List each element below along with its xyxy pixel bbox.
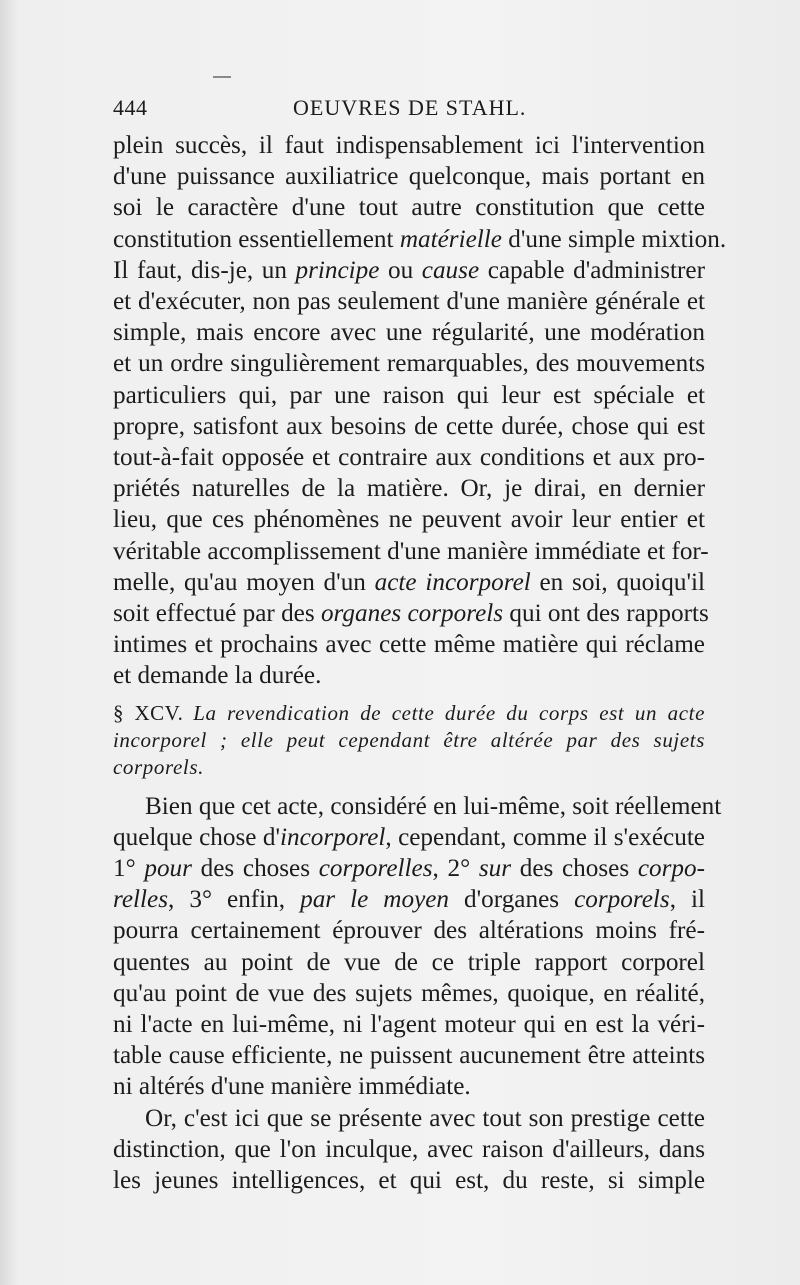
paragraph-2-line: pourra certainement éprouver des altérations moins fré- bbox=[113, 917, 705, 945]
section-title-line-3: corporels. bbox=[113, 754, 204, 779]
paragraph-3-line: les jeunes intelligences, et qui est, du reste, si simple bbox=[113, 1167, 705, 1195]
italic-phrase: sur bbox=[478, 855, 512, 883]
paragraph-1-line: melle, qu'au moyen d'un acte incorporel en soi, quoiqu'il bbox=[113, 568, 705, 596]
italic-phrase: corpo- bbox=[637, 855, 705, 883]
print-dash-mark bbox=[213, 76, 231, 78]
page-text-block bbox=[113, 92, 727, 1196]
section-heading bbox=[113, 700, 705, 781]
paragraph-3-line: Or, c'est ici que se présente avec tout son prestige cette bbox=[145, 1104, 705, 1132]
italic-phrase: principe bbox=[295, 256, 380, 284]
paragraph-1-line: et un ordre singulièrement remarquables, des mouvements bbox=[113, 350, 705, 378]
paragraph-1-line: plein succès, il faut indispensablement ici l'intervention bbox=[113, 132, 705, 159]
italic-phrase: corporels bbox=[574, 886, 670, 914]
section-title-line-2: incorporel ; elle peut cependant être altérée par des sujets bbox=[113, 727, 705, 752]
section-heading-line-3 bbox=[113, 754, 705, 781]
paragraph-2 bbox=[113, 791, 722, 1103]
section-title-line-1: La revendication de cette durée du corps est un acte bbox=[193, 700, 705, 725]
paragraph-1-line: propre, satisfont aux besoins de cette durée, chose qui est bbox=[113, 412, 705, 440]
paragraph-1-line: lieu, que ces phénomènes ne peuvent avoir leur entier et bbox=[113, 506, 705, 534]
italic-phrase: organes corporels bbox=[320, 600, 504, 628]
running-title: OEUVRES DE STAHL. bbox=[293, 95, 527, 120]
paragraph-2-line: ni altérés d'une manière immédiate. bbox=[113, 1073, 471, 1101]
paragraph-1-line: soi le caractère d'une tout autre constitution que cette bbox=[113, 194, 705, 222]
section-number: § XCV. bbox=[113, 700, 184, 725]
italic-phrase: incorporel bbox=[279, 823, 386, 851]
page-header bbox=[113, 92, 705, 124]
page-number: 444 bbox=[113, 95, 148, 120]
paragraph-3-line: distinction, que l'on inculque, avec raison d'ailleurs, dans bbox=[113, 1135, 705, 1163]
paragraph-1-line: et demande la durée. bbox=[113, 662, 322, 690]
paragraph-1-line: intimes et prochains avec cette même matière qui réclame bbox=[113, 631, 705, 659]
italic-phrase: cause bbox=[421, 256, 480, 284]
paragraph-2-line: Bien que cet acte, considéré en lui-même, soit réellement bbox=[145, 792, 722, 820]
paragraph-1-line: d'une puissance auxiliatrice quelconque, mais portant en bbox=[113, 163, 705, 191]
paragraph-2-line: 1° pour des choses corporelles, 2° sur des choses corpo- bbox=[113, 855, 705, 883]
paragraph-1-line: Il faut, dis-je, un principe ou cause capable d'administrer bbox=[113, 256, 705, 284]
italic-phrase: acte incorporel bbox=[374, 568, 531, 596]
italic-phrase: par le moyen bbox=[300, 886, 450, 914]
paragraph-1-line: tout-à-fait opposée et contraire aux conditions et aux pro- bbox=[113, 444, 705, 472]
paragraph-1-line: et d'exécuter, non pas seulement d'une manière générale et bbox=[113, 288, 705, 316]
paragraph-1-line: soit effectué par des organes corporels qui ont des rapports bbox=[113, 600, 709, 628]
paragraph-3 bbox=[113, 1103, 705, 1197]
paragraph-1-line: simple, mais encore avec une régularité, une modération bbox=[113, 319, 705, 347]
paragraph-2-line: quentes au point de vue de ce triple rapport corporel bbox=[113, 948, 705, 976]
italic-phrase: matérielle bbox=[399, 225, 502, 253]
section-heading-line-1 bbox=[113, 700, 705, 727]
italic-phrase: pour bbox=[144, 855, 192, 883]
paragraph-1 bbox=[113, 130, 727, 692]
paragraph-1-line: particuliers qui, par une raison qui leur est spéciale et bbox=[113, 381, 705, 409]
paragraph-2-line: table cause efficiente, ne puissent aucunement être atteints bbox=[113, 1042, 705, 1070]
paragraph-2-line: ni l'acte en lui-même, ni l'agent moteur qui en est la véri- bbox=[113, 1011, 705, 1039]
section-heading-line-2 bbox=[113, 727, 705, 754]
paragraph-2-line: qu'au point de vue des sujets mêmes, quoique, en réalité, bbox=[113, 979, 705, 1007]
paragraph-1-line: constitution essentiellement matérielle d'une simple mixtion. bbox=[113, 225, 727, 253]
paragraph-2-line: quelque chose d'incorporel, cependant, comme il s'exécute bbox=[113, 823, 705, 851]
italic-phrase: relles bbox=[113, 886, 169, 914]
paragraph-1-line: véritable accomplissement d'une manière immédiate et for- bbox=[113, 537, 709, 565]
italic-phrase: corporelles bbox=[318, 855, 433, 883]
paragraph-2-line: relles, 3° enfin, par le moyen d'organes corporels, il bbox=[113, 886, 705, 914]
paragraph-1-line: priétés naturelles de la matière. Or, je dirai, en dernier bbox=[113, 475, 705, 503]
